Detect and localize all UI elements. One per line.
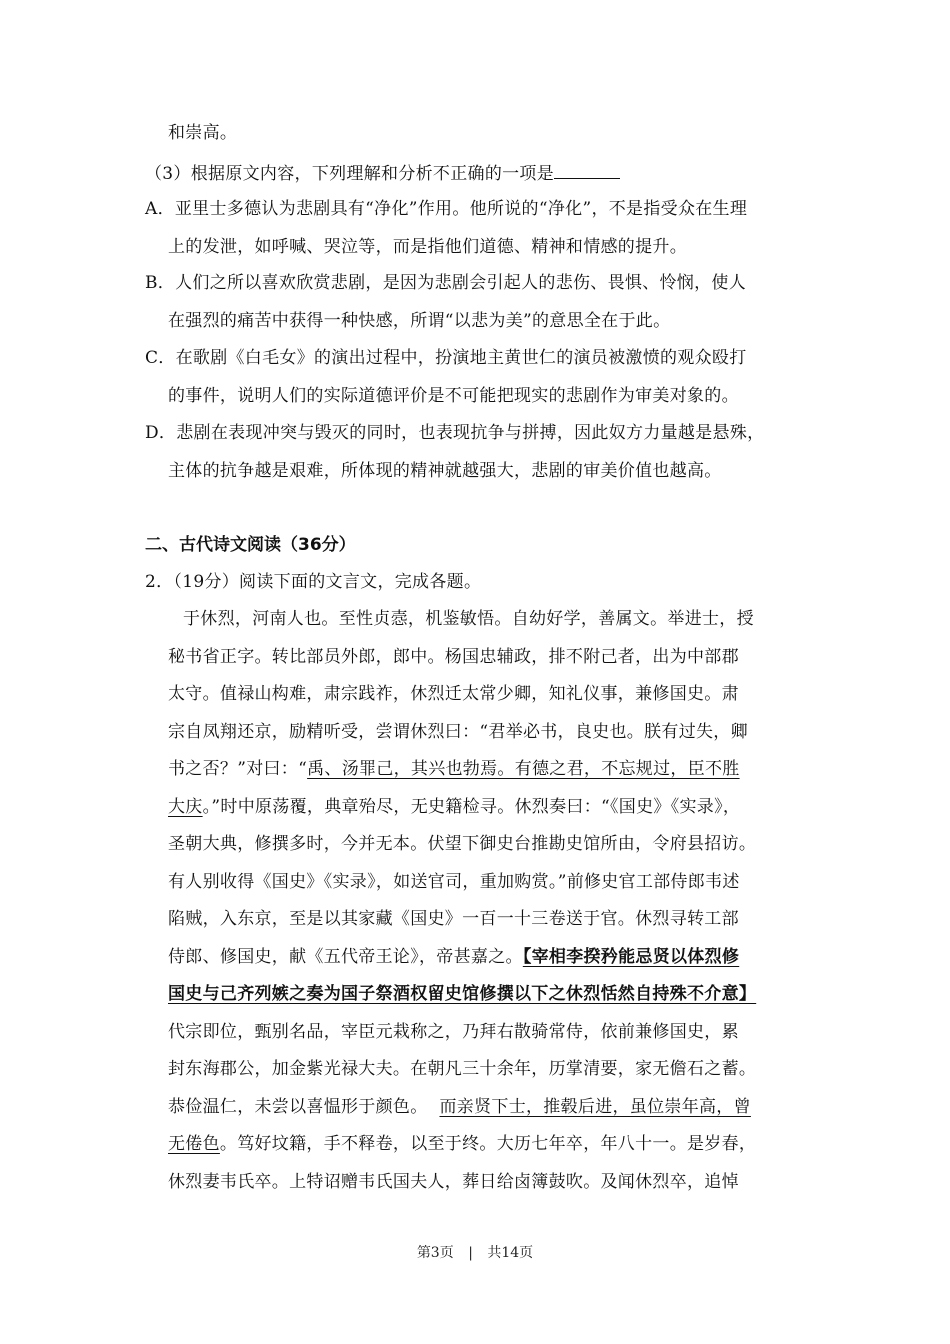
passage-line: 休烈妻韦氏卒。上特诏赠韦氏国夫人，葬日给卤簿鼓吹。及闻休烈卒，追悼	[168, 1172, 739, 1192]
passage-line	[168, 757, 740, 781]
section-title: 二、古代诗文阅读（36分）	[145, 535, 356, 555]
question-3-text: （3）根据原文内容，下列理解和分析不正确的一项是	[145, 164, 555, 184]
option-a-line-1: A．亚里士多德认为悲剧具有“净化”作用。他所说的“净化”，不是指受众在生理	[145, 199, 748, 219]
bracketed-sentence: 【宰相李揆矜能忌贤以体烈修	[522, 947, 740, 967]
option-b-line-1: B．人们之所以喜欢欣赏悲剧，是因为悲剧会引起人的悲伤、畏惧、怜悯，使人	[145, 273, 746, 293]
passage-line: 宗自凤翔还京，励精听受，尝谓休烈曰：“君举必书，良史也。朕有过失，卿	[168, 722, 748, 742]
bracketed-sentence: 国史与己齐列嫉之奏为国子祭酒权留史馆修撰以下之休烈恬然自持殊不介意】	[168, 984, 757, 1004]
option-a-line-2: 上的发泄，如呼喊、哭泣等，而是指他们道德、精神和情感的提升。	[168, 237, 687, 257]
page-number: 第3页	[416, 1245, 454, 1261]
underlined-sentence: 大庆	[168, 797, 203, 817]
passage-line: 代宗即位，甄别名品，宰臣元栽称之，乃拜右散骑常侍，依前兼修国史，累	[168, 1022, 739, 1042]
passage-line	[168, 945, 739, 969]
page-total: 共14页	[487, 1245, 534, 1261]
passage-line: 封东海郡公，加金紫光禄大夫。在朝凡三十余年，历掌清要，家无儋石之蓄。	[168, 1059, 757, 1079]
passage-text: 侍郎、修国史，献《五代帝王论》，帝甚嘉之。	[168, 947, 523, 967]
passage-line: 有人别收得《国史》《实录》，如送官司，重加购赏。”前修史官工部侍郎韦述	[168, 872, 740, 892]
option-c-line-1: C．在歌剧《白毛女》的演出过程中，扮演地主黄世仁的演员被激愤的观众殴打	[145, 348, 747, 368]
passage-line: 陷贼，入东京，至是以其家藏《国史》一百一十三卷送于官。休烈寻转工部	[168, 909, 739, 929]
passage-text: 。”时中原荡覆，典章殆尽，无史籍检寻。休烈奏曰：“《国史》《实录》，	[202, 797, 741, 817]
passage-line: 太守。值禄山构难，肃宗践祚，休烈迁太常少卿，知礼仪事，兼修国史。肃	[168, 684, 739, 704]
question-3-prompt	[145, 160, 620, 186]
option-b-line-2: 在强烈的痛苦中获得一种快感，所谓“以悲为美”的意思全在于此。	[168, 311, 671, 331]
underlined-sentence: 禹、汤罪己，其兴也勃焉。有德之君，不忘规过，臣不胜	[307, 759, 740, 779]
underlined-sentence: 而亲贤下士，推毂后进，虽位崇年高，曾	[439, 1097, 751, 1117]
passage-line	[168, 982, 756, 1006]
passage-line	[168, 1132, 756, 1156]
option-c-line-2: 的事件，说明人们的实际道德评价是不可能把现实的悲剧作为审美对象的。	[168, 386, 739, 406]
question-2-prompt: 2．（19分）阅读下面的文言文，完成各题。	[145, 572, 482, 592]
option-d-line-2: 主体的抗争越是艰难，所体现的精神就越强大，悲剧的审美价值也越高。	[168, 461, 722, 481]
text-line: 和崇高。	[168, 123, 238, 143]
passage-line	[168, 1095, 751, 1119]
page-footer	[0, 1243, 950, 1263]
underlined-sentence: 无倦色	[168, 1134, 220, 1154]
option-d-line-1: D．悲剧在表现冲突与毁灭的同时，也表现抗争与拼搏，因此奴方力量越是悬殊，	[145, 423, 765, 443]
answer-blank	[554, 160, 620, 179]
passage-line: 秘书省正字。转比部员外郎，郎中。杨国忠辅政，排不附己者，出为中部郡	[168, 647, 739, 667]
passage-line: 于休烈，河南人也。至性贞悫，机鉴敏悟。自幼好学，善属文。举进士，授	[183, 609, 754, 629]
passage-line	[168, 795, 740, 819]
passage-line: 圣朝大典，修撰多时，今并无本。伏望下御史台推勘史馆所由，令府县招访。	[168, 834, 757, 854]
passage-text: 恭俭温仁，未尝以喜愠形于颜色。	[168, 1097, 428, 1117]
passage-text: 。笃好坟籍，手不释卷，以至于终。大历七年卒，年八十一。是岁春，	[219, 1134, 757, 1154]
footer-separator: |	[468, 1245, 473, 1261]
passage-text: 书之否？”对曰：“	[168, 759, 308, 779]
